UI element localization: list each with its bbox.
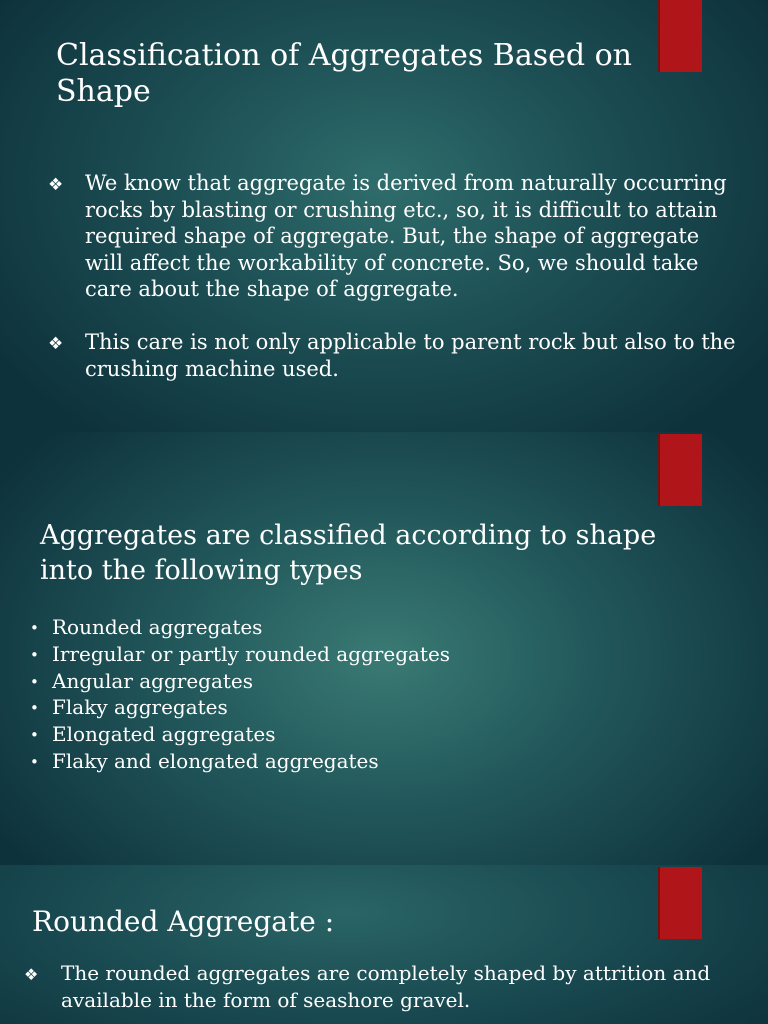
list-item-text: Angular aggregates — [52, 668, 254, 693]
slide-1-title: Classification of Aggregates Based on Shape — [56, 38, 632, 109]
bullet-text: This care is not only applicable to parent rock but also to the crushing machine used. — [85, 329, 736, 381]
dot-bullet-icon: • — [30, 699, 39, 718]
list-item — [30, 694, 530, 721]
list-item-text: Rounded aggregates — [52, 615, 263, 639]
list-item — [30, 668, 530, 695]
slide-3 — [0, 865, 768, 1024]
diamond-bullet-icon: ❖ — [48, 175, 64, 195]
accent-bar — [658, 867, 702, 939]
accent-bar — [658, 0, 702, 72]
list-item — [30, 614, 530, 641]
slide-3-bullet-list — [24, 960, 724, 1013]
list-item-text: Flaky and elongated aggregates — [52, 748, 379, 773]
list-item — [48, 329, 738, 382]
bullet-text: We know that aggregate is derived from naturally occurring rocks by blasting or crushing etc., so, it is difficult to attain required shape of aggregate. But, the shape of aggregate will affect the workability of concrete. So, we should take care about the shape of aggregate. — [85, 171, 727, 302]
list-item — [30, 748, 530, 775]
dot-bullet-icon: • — [30, 619, 39, 637]
aggregate-types-list — [30, 614, 530, 775]
dot-bullet-icon: • — [30, 726, 39, 745]
diamond-bullet-icon: ❖ — [24, 965, 39, 984]
dot-bullet-icon: • — [30, 645, 39, 664]
accent-bar — [658, 434, 702, 506]
list-item — [30, 721, 530, 748]
list-item-text: Irregular or partly rounded aggregates — [52, 641, 451, 666]
diamond-bullet-icon: ❖ — [48, 333, 64, 354]
slide-1 — [0, 0, 768, 432]
slide-1-bullet-list — [48, 170, 738, 382]
list-item — [48, 170, 738, 303]
dot-bullet-icon: • — [30, 752, 39, 771]
bullet-text: The rounded aggregates are completely shaped by attrition and available in the form of seashore gravel. — [61, 961, 711, 1012]
slide-2-title: Aggregates are classified according to shape into the following types — [40, 520, 657, 586]
slide-3-title: Rounded Aggregate : — [32, 905, 335, 938]
list-item-text: Elongated aggregates — [52, 722, 276, 747]
list-item — [24, 960, 724, 1013]
list-item-text: Flaky aggregates — [52, 695, 228, 720]
slide-2 — [0, 432, 768, 865]
list-item — [30, 641, 530, 668]
dot-bullet-icon: • — [30, 672, 39, 691]
